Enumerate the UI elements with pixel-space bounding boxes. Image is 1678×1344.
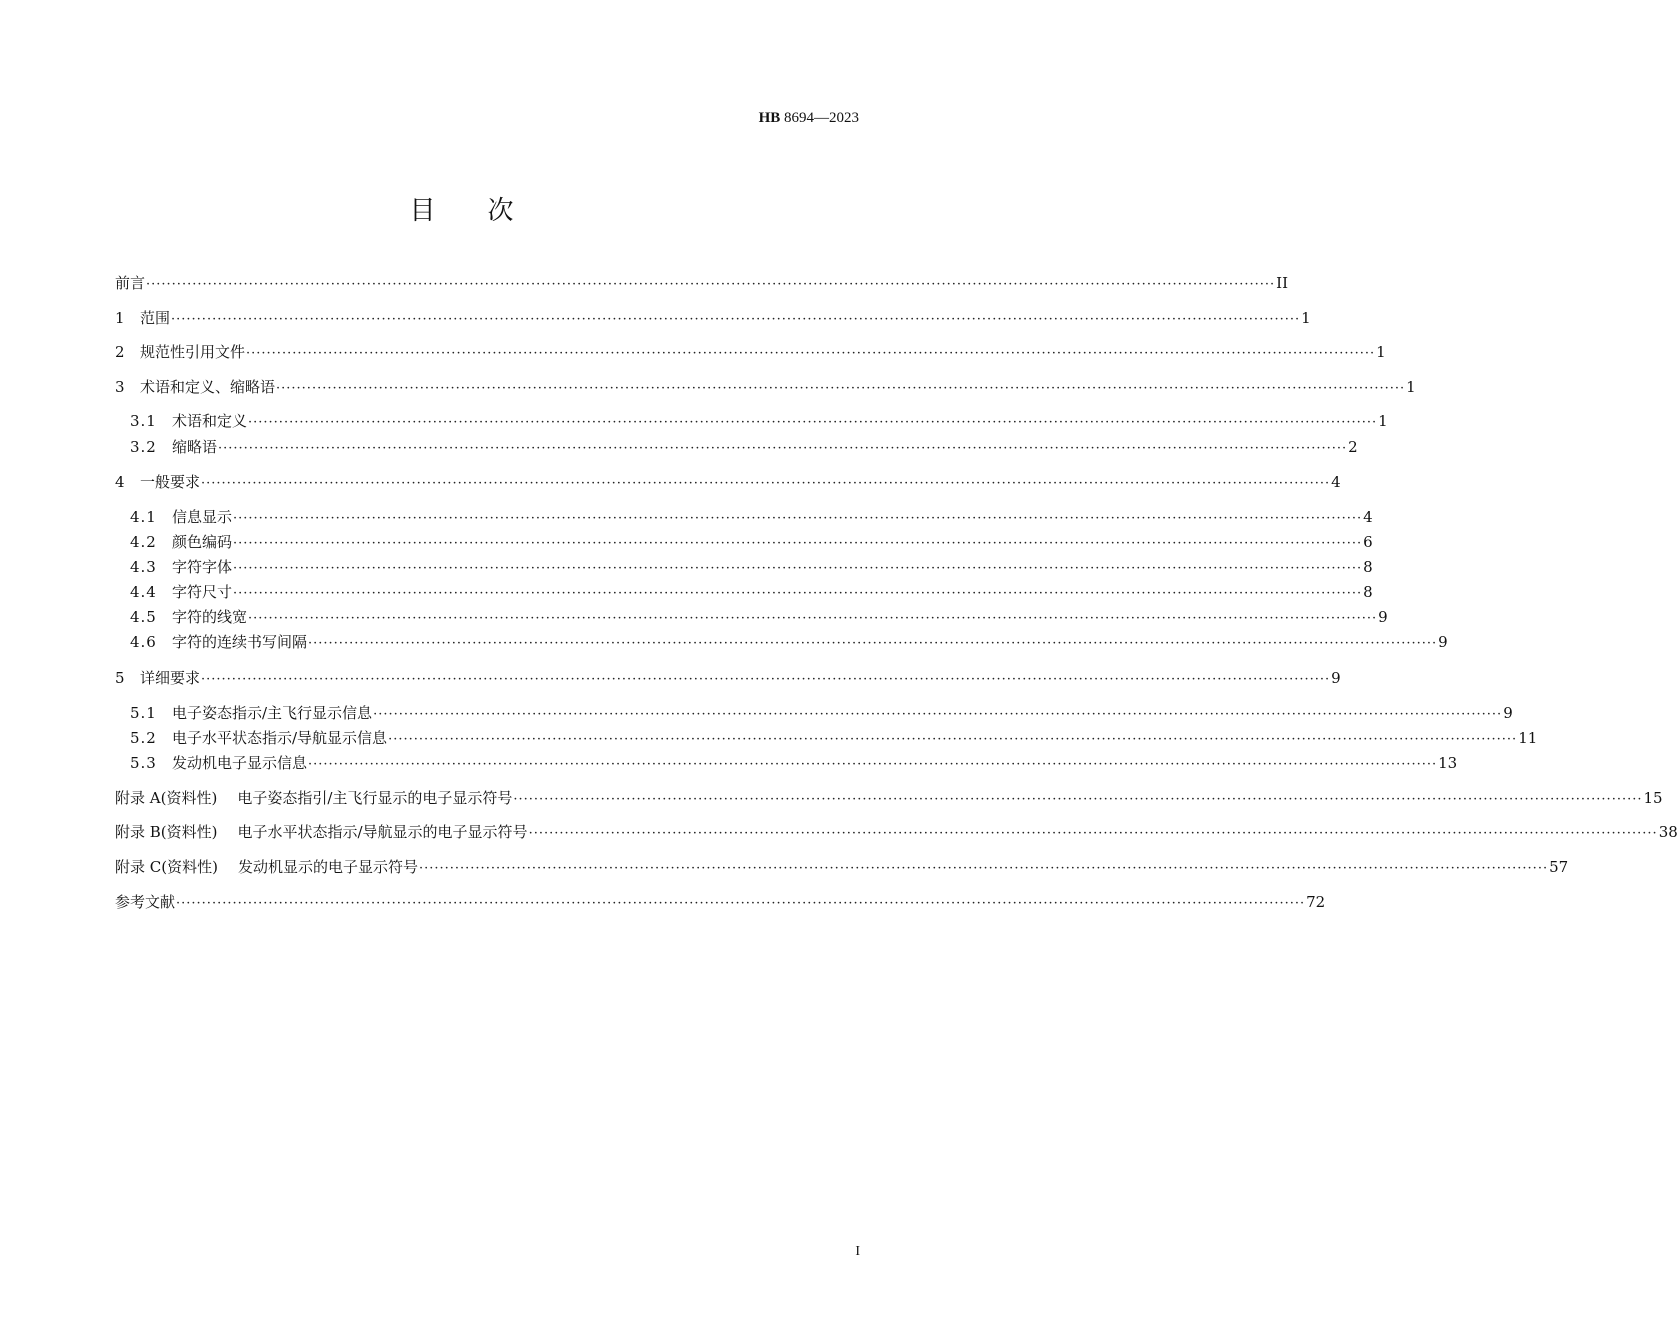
appendix-label: 附录 B(资料性): [115, 823, 218, 841]
page-number: 2: [1348, 438, 1358, 456]
section-number: 4.4: [130, 583, 157, 601]
dot-leader: ····························································································································································································································: [248, 415, 1378, 430]
section-number: 4.2: [130, 533, 157, 551]
appendix-title: 发动机显示的电子显示符号: [237, 858, 418, 876]
page-number: 38: [1658, 823, 1678, 841]
appendix-label: 附录 A(资料性): [115, 789, 218, 807]
section-label: 详细要求: [140, 669, 201, 687]
section-label: 颜色编码: [172, 533, 233, 551]
dot-leader: ····························································································································································································································: [233, 536, 1363, 551]
section-number: 4.1: [130, 508, 157, 526]
toc-entry-5-2[interactable]: [130, 727, 1538, 749]
toc-entry-appendix-b[interactable]: [115, 821, 1678, 843]
page-number: 9: [1438, 633, 1448, 651]
page-number: 13: [1438, 754, 1458, 772]
section-label: 术语和定义、缩略语: [140, 378, 276, 396]
toc-entry-5[interactable]: [115, 667, 1341, 689]
section-number: 4.6: [130, 633, 157, 651]
dot-leader: ····························································································································································································································: [233, 561, 1363, 576]
page-number: 1: [1301, 309, 1311, 327]
dot-leader: ····························································································································································································································: [146, 277, 1276, 292]
toc-entry-4[interactable]: [115, 471, 1341, 493]
page-folio: I: [855, 1244, 860, 1259]
dot-leader: ····························································································································································································································: [308, 757, 1438, 772]
section-label: 规范性引用文件: [140, 343, 246, 361]
toc-entry-appendix-c[interactable]: [115, 856, 1569, 878]
dot-leader: ····························································································································································································································: [233, 586, 1363, 601]
page-number: 57: [1549, 858, 1569, 876]
dot-leader: ····························································································································································································································: [171, 312, 1301, 327]
section-label: 参考文献: [115, 893, 176, 911]
standard-number: 8694—2023: [784, 110, 859, 126]
section-label: 范围: [140, 309, 171, 327]
standard-prefix: HB: [758, 110, 781, 126]
dot-leader: ····························································································································································································································: [276, 381, 1406, 396]
page-number: 72: [1306, 893, 1326, 911]
toc-entry-4-5[interactable]: [130, 606, 1388, 628]
appendix-title: 电子水平状态指示/导航显示的电子显示符号: [237, 823, 528, 841]
toc-entry-4-6[interactable]: [130, 631, 1448, 653]
dot-leader: ····························································································································································································································: [528, 826, 1658, 841]
section-label: 术语和定义: [172, 412, 248, 430]
page-number: 6: [1363, 533, 1373, 551]
dot-leader: ····························································································································································································································: [246, 346, 1376, 361]
toc-entry-4-1[interactable]: [130, 506, 1373, 528]
section-number: 3.1: [130, 412, 157, 430]
page-number: II: [1276, 274, 1288, 292]
page-number: 1: [1376, 343, 1386, 361]
page-number: 4: [1363, 508, 1373, 526]
section-number: 3: [115, 378, 125, 396]
section-label: 缩略语: [172, 438, 218, 456]
dot-leader: ····························································································································································································································: [218, 441, 1348, 456]
page-number: 9: [1503, 704, 1513, 722]
page-title: 目次: [409, 196, 566, 226]
appendix-title: 电子姿态指引/主飞行显示的电子显示符号: [237, 789, 513, 807]
toc-entry-foreword[interactable]: 前言 ···························································································································································································································· II: [115, 272, 859, 294]
toc-entry-4-4[interactable]: [130, 581, 1373, 603]
dot-leader: ····························································································································································································································: [201, 476, 1331, 491]
dot-leader: ····························································································································································································································: [513, 792, 1643, 807]
dot-leader: ····························································································································································································································: [176, 896, 1306, 911]
toc-entry-3-1[interactable]: [130, 410, 1388, 432]
appendix-label: 附录 C(资料性): [115, 858, 218, 876]
page-number: 8: [1363, 558, 1373, 576]
section-number: 1: [115, 309, 125, 327]
page-number: 11: [1518, 729, 1538, 747]
toc-entry-3[interactable]: [115, 376, 1416, 398]
section-number: 4: [115, 473, 125, 491]
toc-entry-4-3[interactable]: [130, 556, 1373, 578]
dot-leader: ····························································································································································································································: [201, 672, 1331, 687]
dot-leader: ····························································································································································································································: [308, 636, 1438, 651]
page-number: 1: [1406, 378, 1416, 396]
dot-leader: ····························································································································································································································: [233, 511, 1363, 526]
page-number: 9: [1331, 669, 1341, 687]
section-label: 一般要求: [140, 473, 201, 491]
section-number: 4.5: [130, 608, 157, 626]
dot-leader: ····························································································································································································································: [388, 732, 1518, 747]
section-label: 字符的连续书写间隔: [172, 633, 308, 651]
section-number: 5.1: [130, 704, 157, 722]
toc-entry-2[interactable]: [115, 341, 1386, 363]
section-label: 字符的线宽: [172, 608, 248, 626]
section-number: 5.3: [130, 754, 157, 772]
section-number: 3.2: [130, 438, 157, 456]
section-label: 电子姿态指示/主飞行显示信息: [172, 704, 373, 722]
section-label: 发动机电子显示信息: [172, 754, 308, 772]
section-label: 字符尺寸: [172, 583, 233, 601]
toc-entry-4-2[interactable]: [130, 531, 1373, 553]
dot-leader: ····························································································································································································································: [373, 707, 1503, 722]
section-label: 字符字体: [172, 558, 233, 576]
toc-entry-appendix-a[interactable]: [115, 787, 1663, 809]
section-number: 5.2: [130, 729, 157, 747]
toc-entry-3-2[interactable]: [130, 436, 1358, 458]
section-label: 电子水平状态指示/导航显示信息: [172, 729, 388, 747]
dot-leader: ····························································································································································································································: [248, 611, 1378, 626]
standard-code: [759, 110, 859, 127]
dot-leader: ····························································································································································································································: [418, 861, 1549, 876]
page-number: 1: [1378, 412, 1388, 430]
page-number: 9: [1378, 608, 1388, 626]
section-label: 信息显示: [172, 508, 233, 526]
toc-entry-5-3[interactable]: [130, 752, 1458, 774]
toc-entry-1[interactable]: [115, 307, 1311, 329]
section-number: 4.3: [130, 558, 157, 576]
section-number: 5: [115, 669, 125, 687]
page-number: 8: [1363, 583, 1373, 601]
toc-entry-5-1[interactable]: [130, 702, 1513, 724]
toc-entry-references[interactable]: [115, 891, 1326, 913]
page-number: 15: [1643, 789, 1663, 807]
section-number: 2: [115, 343, 125, 361]
page-number: 4: [1331, 473, 1341, 491]
